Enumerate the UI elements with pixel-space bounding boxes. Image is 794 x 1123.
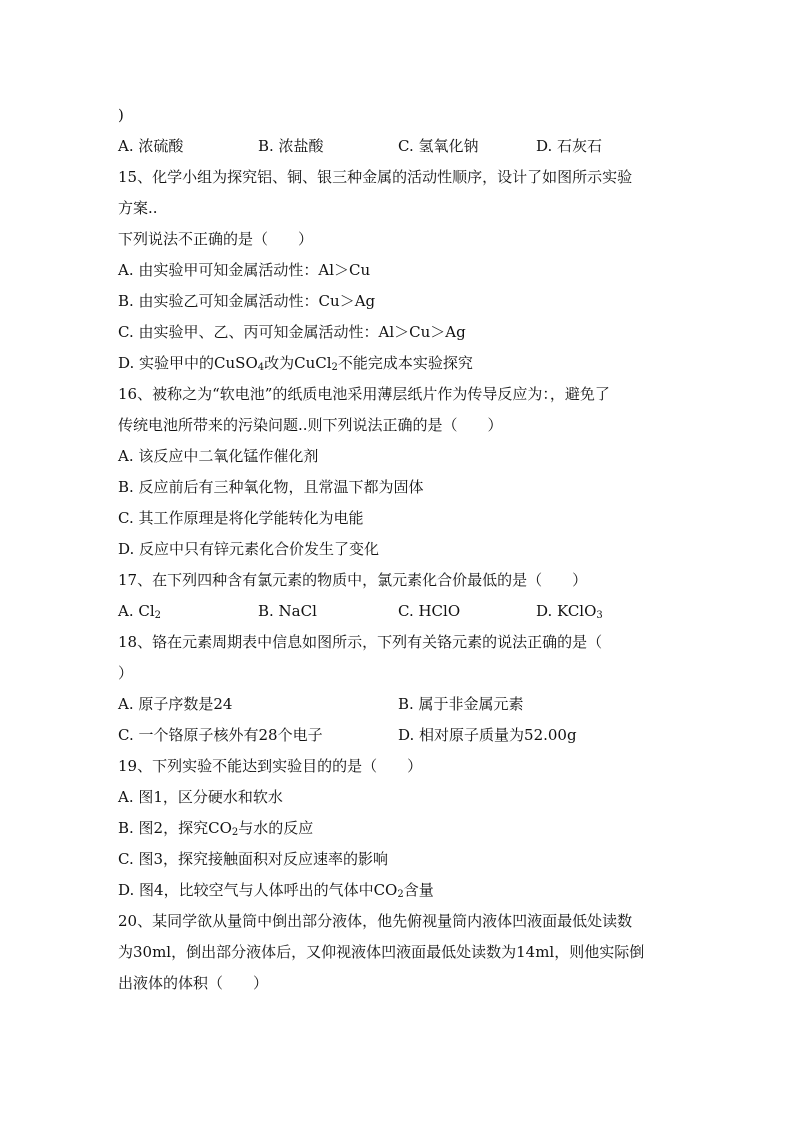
q15-option-d-prefix: D. 实验甲中的CuSO	[118, 354, 258, 372]
q20-stem-line-1: 20、某同学欲从量筒中倒出部分液体，他先俯视量筒内液体凹液面最低处读数	[118, 912, 633, 930]
q17-options	[118, 596, 678, 627]
q17-option-a-subscript: 2	[154, 610, 162, 621]
q19-option-d-suffix: 含量	[403, 881, 434, 899]
q17-option-a	[118, 596, 161, 627]
q16-option-c: C. 其工作原理是将化学能转化为电能	[118, 509, 364, 527]
q15-option-b: B. 由实验乙可知金属活动性：Cu＞Ag	[118, 292, 376, 310]
exam-page	[118, 100, 678, 999]
q19-option-c: C. 图3，探究接触面积对反应速率的影响	[118, 850, 389, 868]
q18-option-d: D. 相对原子质量为52.00g	[398, 726, 577, 744]
q17-option-d	[536, 596, 603, 627]
q15-option-d-subscript-1: 4	[257, 362, 265, 373]
q17-option-b: B. NaCl	[258, 602, 317, 620]
q14-option-c: C. 氢氧化钠	[398, 137, 479, 155]
q15-option-d	[118, 348, 678, 379]
q16-option-b: B. 反应前后有三种氧化物，且常温下都为固体	[118, 478, 424, 496]
q15-option-c: C. 由实验甲、乙、丙可知金属活动性：Al＞Cu＞Ag	[118, 323, 466, 341]
q14-option-a: A. 浓硫酸	[118, 137, 184, 155]
q15-stem-line-3: 下列说法不正确的是（ ）	[118, 230, 314, 248]
q20-stem-line-2: 为30ml，倒出部分液体后，又仰视液体凹液面最低处读数为14ml，则他实际倒	[118, 943, 645, 961]
q14-option-d: D. 石灰石	[536, 137, 603, 155]
q19-option-b-suffix: 与水的反应	[238, 819, 314, 837]
q19-option-d-prefix: D. 图4，比较空气与人体呼出的气体中CO	[118, 881, 398, 899]
q15-option-d-middle: 改为CuCl	[264, 354, 332, 372]
q19-option-b-prefix: B. 图2，探究CO	[118, 819, 232, 837]
q17-option-a-text: A. Cl	[118, 602, 155, 620]
q16-stem-line-1: 16、被称之为“软电池”的纸质电池采用薄层纸片作为传导反应为：，避免了	[118, 385, 610, 403]
q14-stem-continuation	[118, 100, 678, 131]
q18-option-b: B. 属于非金属元素	[398, 695, 524, 713]
q19-stem: 19、下列实验不能达到实验目的的是（ ）	[118, 757, 423, 775]
q17-option-c: C. HClO	[398, 602, 461, 620]
q14-option-b: B. 浓盐酸	[258, 137, 324, 155]
q15-stem-line-1: 15、化学小组为探究铝、铜、银三种金属的活动性顺序，设计了如图所示实验	[118, 168, 633, 186]
q15-option-a: A. 由实验甲可知金属活动性：Al＞Cu	[118, 261, 371, 279]
q17-option-d-text: D. KClO	[536, 602, 597, 620]
q17-option-d-subscript: 3	[596, 610, 603, 621]
q18-options-row-2	[118, 720, 678, 751]
q20-stem-line-3: 出液体的体积（ ）	[118, 974, 269, 992]
q14-options	[118, 131, 678, 162]
q15-option-d-suffix: 不能完成本实验探究	[337, 354, 473, 372]
q19-option-d-subscript: 2	[397, 889, 404, 900]
q18-stem-line-1: 18、铬在元素周期表中信息如图所示，下列有关铬元素的说法正确的是（	[118, 633, 603, 651]
q15-stem-line-2: 方案..	[118, 199, 158, 217]
q19-option-a: A. 图1，区分硬水和软水	[118, 788, 283, 806]
q16-stem-line-2: 传统电池所带来的污染问题..则下列说法正确的是（ ）	[118, 416, 503, 434]
q15-option-d-subscript-2: 2	[331, 362, 338, 373]
q18-option-a: A. 原子序数是24	[118, 695, 233, 713]
q18-options-row-1	[118, 689, 678, 720]
q19-option-b-subscript: 2	[231, 827, 239, 838]
q19-option-d	[118, 875, 678, 906]
q16-option-a: A. 该反应中二氧化锰作催化剂	[118, 447, 319, 465]
q18-option-c: C. 一个铬原子核外有28个电子	[118, 726, 323, 744]
q18-stem-line-2: ）	[118, 664, 134, 682]
q19-option-b	[118, 813, 678, 844]
q17-stem: 17、在下列四种含有氯元素的物质中，氯元素化合价最低的是（ ）	[118, 571, 588, 589]
q16-option-d: D. 反应中只有锌元素化合价发生了变化	[118, 540, 380, 558]
q14-paren: )	[118, 106, 124, 124]
